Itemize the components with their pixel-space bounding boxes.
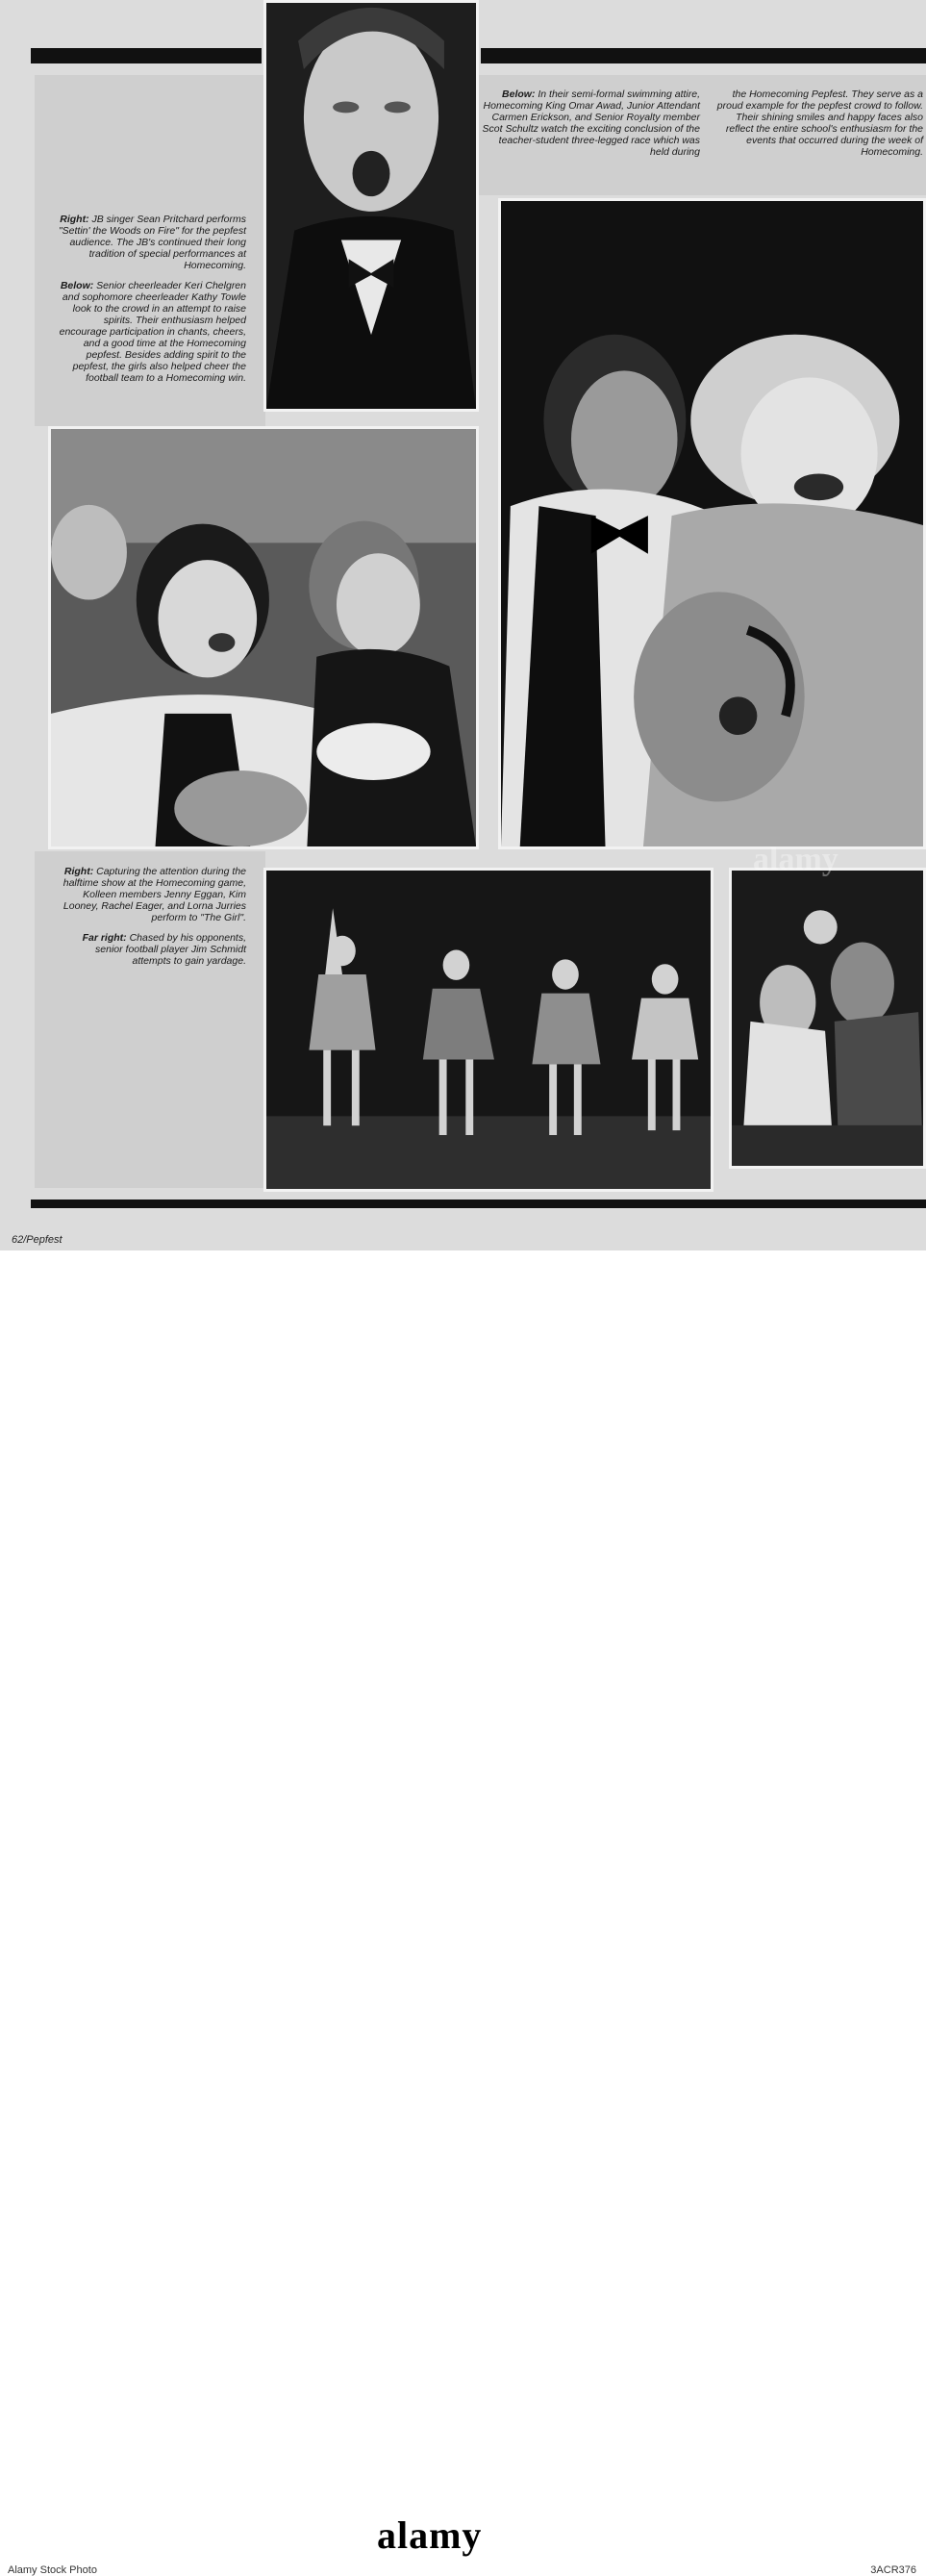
photo-cheerleaders bbox=[48, 426, 479, 849]
caption-dancers bbox=[58, 866, 246, 975]
bottom-rule bbox=[31, 1200, 926, 1208]
top-rule-right bbox=[481, 48, 926, 63]
caption-royalty-part2 bbox=[710, 88, 923, 166]
yearbook-page bbox=[0, 0, 926, 1250]
caption-label: Below: bbox=[502, 88, 536, 100]
caption-singer bbox=[58, 214, 246, 392]
caption-text: JB singer Sean Pritchard performs "Settin' the Woods on Fire" for the pepfest audience. The JB's continued their long tradition of special performances at Homecoming. bbox=[58, 214, 246, 271]
stock-footer bbox=[0, 1250, 926, 2576]
photo-royalty bbox=[498, 198, 926, 849]
caption-label: Right: bbox=[60, 214, 89, 225]
photo-singer bbox=[263, 0, 479, 412]
credit-text: Alamy Stock Photo bbox=[8, 2564, 97, 2576]
alamy-logo: alamy bbox=[377, 2513, 483, 2557]
top-rule-left bbox=[31, 48, 262, 63]
caption-label: Right: bbox=[63, 866, 94, 877]
image-id: 3ACR376 bbox=[870, 2564, 916, 2576]
caption-label: Below: bbox=[60, 280, 94, 291]
caption-royalty-part1 bbox=[481, 88, 700, 166]
caption-text: In their semi-formal swimming attire, Homecoming King Omar Awad, Junior Attendant Carmen Erickson, and Senior Royalty member Scot Schultz watch the exciting conclusion of the teacher-student three-legged race which was held during bbox=[482, 88, 700, 158]
caption-label: Far right: bbox=[82, 932, 127, 944]
caption-text: Senior cheerleader Keri Chelgren and sophomore cheerleader Kathy Towle look to the crowd in an attempt to raise spirits. Their enthusiasm helped encourage participation in chants, cheers, and a good time at the Homecoming pepfest. Besides adding spirit to the pepfest, the girls also helped cheer the football team to a Homecoming win. bbox=[59, 280, 246, 384]
photo-dancers bbox=[263, 868, 713, 1192]
page-folio: 62/Pepfest bbox=[12, 1234, 63, 1246]
caption-text: the Homecoming Pepfest. They serve as a proud example for the pepfest crowd to follow. Their shining smiles and happy faces also reflect the entire school's enthusiasm for the events that occurred during the week of Homecoming. bbox=[716, 88, 923, 158]
watermark: alamy bbox=[753, 842, 838, 877]
caption-text: Chased by his opponents, senior football player Jim Schmidt attempts to gain yardage. bbox=[95, 932, 246, 967]
photo-football bbox=[729, 868, 926, 1169]
caption-text: Capturing the attention during the halftime show at the Homecoming game, Kolleen members Jenny Eggan, Kim Looney, Rachel Eager, and Lorna Jurries perform to "The Girl". bbox=[63, 866, 246, 923]
